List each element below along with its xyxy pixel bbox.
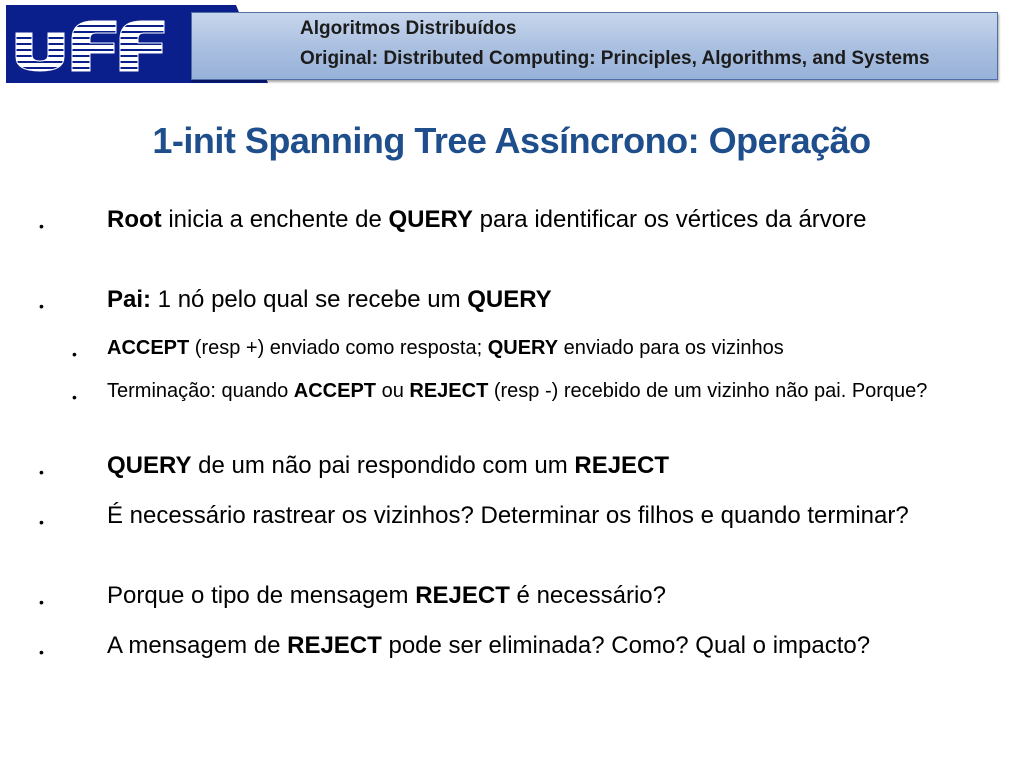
bullet-dot: •	[72, 346, 77, 362]
bullet-dot: •	[39, 644, 44, 660]
original-source: Original: Distributed Computing: Principles, Algorithms, and Systems	[300, 48, 930, 69]
bullet-text: Pai: 1 nó pelo qual se recebe um QUERY	[107, 286, 552, 313]
bullet-dot: •	[39, 514, 44, 530]
bullet-dot: •	[72, 389, 77, 405]
uff-logo	[12, 15, 182, 75]
bullet-text: ACCEPT (resp +) enviado como resposta; QUERY enviado para os vizinhos	[107, 337, 784, 359]
slide-title: 1-init Spanning Tree Assíncrono: Operação	[152, 120, 871, 161]
bullet-text: Porque o tipo de mensagem REJECT é necessário?	[107, 582, 666, 609]
bullet-dot: •	[39, 594, 44, 610]
bullet-text: QUERY de um não pai respondido com um REJECT	[107, 452, 670, 479]
bullet-text: Root inicia a enchente de QUERY para identificar os vértices da árvore	[107, 206, 867, 233]
course-banner	[191, 12, 998, 80]
bullet-text: É necessário rastrear os vizinhos? Determinar os filhos e quando terminar?	[107, 502, 909, 529]
bullet-dot: •	[39, 218, 44, 234]
bullet-dot: •	[39, 464, 44, 480]
bullet-dot: •	[39, 298, 44, 314]
slide-header	[6, 5, 996, 83]
bullet-text: A mensagem de REJECT pode ser eliminada? Como? Qual o impacto?	[107, 632, 871, 659]
bullet-text: Terminação: quando ACCEPT ou REJECT (resp -) recebido de um vizinho não pai. Porque?	[107, 380, 928, 402]
course-title: Algoritmos Distribuídos	[300, 18, 517, 39]
